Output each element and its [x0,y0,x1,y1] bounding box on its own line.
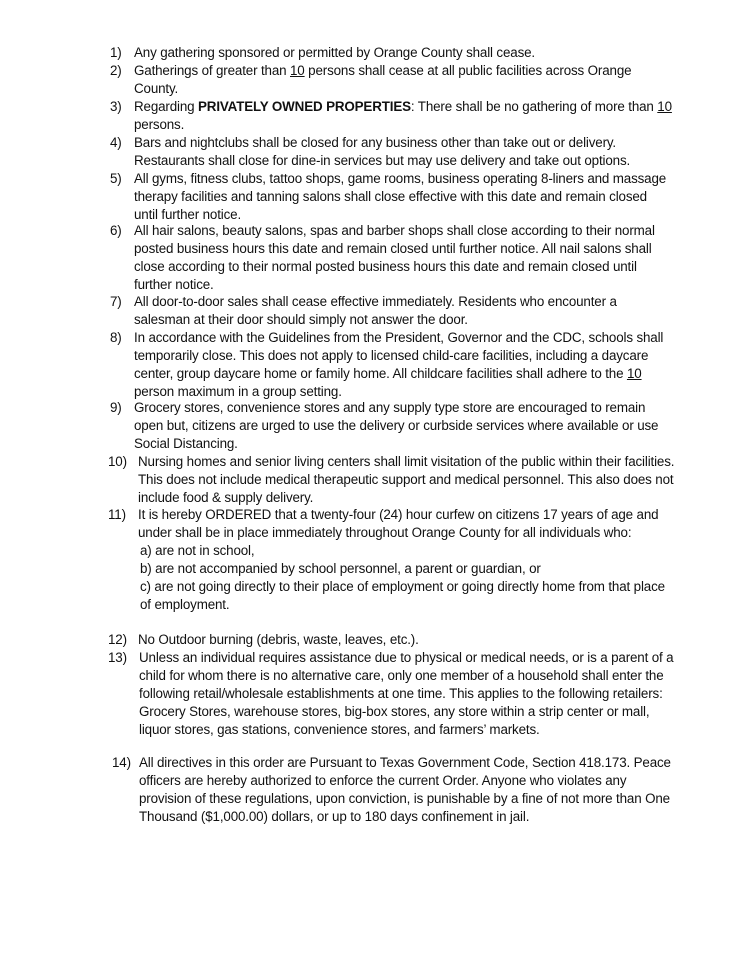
directive-1 [110,44,674,62]
item-text: No Outdoor burning (debris, waste, leaves, etc.). [138,632,419,647]
item-text: All gyms, fitness clubs, tattoo shops, game rooms, business operating 8-liners and massage therapy facilities and tanning salons shall close effective with this date and remain closed until further notice. [134,171,667,222]
text-segment: It is hereby ORDERED that a twenty-four (24) hour curfew on citizens 17 years of age and under shall be in place immediately throughout Orange County for all individuals who: [138,507,659,540]
item-text [134,329,674,401]
directive-12 [110,631,678,649]
item-number: 3) [110,99,122,114]
item-text: Nursing homes and senior living centers shall limit visitation of the public within their facilities. This does not include medical therapeutic support and medical personnel. This also does not include food & supply delivery. [138,454,675,505]
item-number: 12) [108,632,127,647]
directive-13 [110,649,679,739]
item-number: 1) [110,45,122,60]
item-number: 5) [110,171,122,186]
underlined-number: 10 [290,63,305,78]
text-segment: Gatherings of greater than [134,63,290,78]
text-segment: : There shall be no gathering of more than [410,99,658,114]
text-segment: Regarding [134,99,199,114]
sub-item-c: c) are not going directly to their place of employment or going directly home from that place of employment. [140,578,665,612]
text-segment: persons. [134,116,185,132]
item-text: Grocery stores, convenience stores and any supply type store are encouraged to remain open but, citizens are urged to use the delivery or curbside services where available or use Social Distancing. [134,400,659,451]
item-number: 9) [110,400,122,415]
item-number: 8) [110,330,122,345]
text-segment: person maximum in a group setting. [134,383,342,399]
sub-item-a: a) are not in school, [140,542,255,558]
sub-item-b: b) are not accompanied by school personnel, a parent or guardian, or [140,560,541,576]
item-text: Any gathering sponsored or permitted by Orange County shall cease. [134,45,535,60]
text-segment: persons shall cease at all public facilities across Orange County. [134,63,632,96]
item-text [134,62,674,98]
directive-5 [110,170,674,224]
item-number: 2) [110,63,122,78]
directive-10 [110,453,678,507]
item-text: Bars and nightclubs shall be closed for any business other than take out or delivery. Restaurants shall close for dine-in services but may use delivery and take out options. [134,135,631,168]
underlined-number: 10 [657,99,672,114]
directive-4 [110,134,674,170]
item-text: All hair salons, beauty salons, spas and barber shops shall close according to their normal posted business hours this date and remain closed until further notice. All nail salons shall close according to their normal posted business hours this date and remain closed until further notice. [134,223,655,292]
item-number: 14) [112,755,131,770]
directive-14 [110,754,679,826]
item-text [138,506,678,613]
item-number: 4) [110,135,122,150]
item-number: 13) [108,650,127,665]
directive-8 [110,329,674,401]
bold-heading: PRIVATELY OWNED PROPERTIES [198,99,411,114]
directive-7 [110,293,674,329]
directive-3 [110,98,674,134]
item-text: All door-to-door sales shall cease effective immediately. Residents who encounter a salesman at their door should simply not answer the door. [134,294,617,327]
item-text: All directives in this order are Pursuant to Texas Government Code, Section 418.173. Peace officers are hereby authorized to enforce the current Order. Anyone who violates any provision of these regulations, upon conviction, is punishable by a fine of not more than One Thousand ($1,000.00) dollars, or up to 180 days confinement in jail. [139,755,671,824]
directive-6 [110,222,674,294]
directive-9 [110,399,674,453]
item-text: Unless an individual requires assistance due to physical or medical needs, or is a parent of a child for whom there is no alternative care, only one member of a household shall enter the following retail/wholesale establishments at one time. This applies to the following retailers: Grocery Stores, warehouse stores, big-box stores, any store within a strip center or mall, liquor stores, gas stations, convenience stores, and farmers’ markets. [139,650,674,737]
item-number: 11) [108,507,126,522]
directive-2 [110,62,674,98]
text-segment: In accordance with the Guidelines from the President, Governor and the CDC, schools shall temporarily close. This does not apply to licensed child-care facilities, including a daycare center, group daycare home or family home. All childcare facilities shall adhere to the [134,330,664,381]
directive-11 [110,506,678,613]
item-number: 6) [110,223,122,238]
item-number: 10) [108,454,127,469]
item-number: 7) [110,294,122,309]
underlined-number: 10 [626,365,642,381]
item-text [134,98,674,134]
